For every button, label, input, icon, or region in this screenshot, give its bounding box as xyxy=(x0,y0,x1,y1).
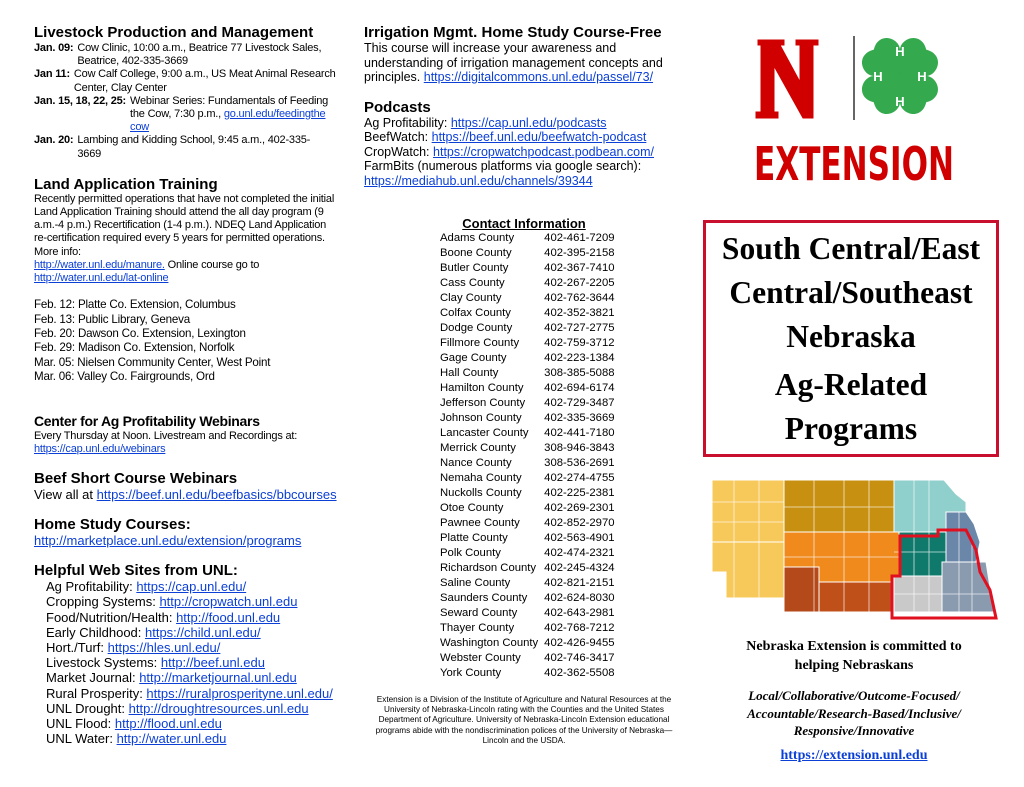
irrigation-link[interactable]: https://digitalcommons.unl.edu/passel/73/ xyxy=(423,70,654,84)
date-item: Mar. 06: Valley Co. Fairgrounds, Ord xyxy=(34,370,215,384)
home-study-heading: Home Study Courses: xyxy=(34,516,191,534)
county-name: Gage County xyxy=(440,352,507,364)
table-row xyxy=(440,306,615,321)
title-line: Central/Southeast xyxy=(729,275,973,310)
lat-online-link[interactable]: http://water.unl.edu/lat-online xyxy=(34,272,169,285)
county-phone: 402-821-2151 xyxy=(544,577,615,589)
profit-body: Every Thursday at Noon. Livestream and Recordings at: https://cap.unl.edu/webinars xyxy=(34,429,298,455)
table-row xyxy=(440,276,615,291)
site-link[interactable]: https://cap.unl.edu/ xyxy=(136,579,247,595)
county-name: Otoe County xyxy=(440,502,504,514)
site-link[interactable]: http://beef.unl.edu xyxy=(160,655,265,671)
table-row xyxy=(440,486,615,501)
county-phone: 402-352-3821 xyxy=(544,307,615,319)
county-phone: 308-385-5088 xyxy=(544,367,615,379)
site-link[interactable]: http://food.unl.edu xyxy=(176,609,281,625)
county-phone: 402-225-2381 xyxy=(544,487,615,499)
county-phone: 402-441-7180 xyxy=(544,427,615,439)
list-item: UNL Drought: http://droughtresources.unl.edu xyxy=(46,700,309,716)
svg-text:H: H xyxy=(917,69,927,84)
county-phone: 402-768-7212 xyxy=(544,622,615,634)
table-row xyxy=(440,546,615,561)
event-item: Jan 11: Cow Calf College, 9:00 a.m., US Meat Animal Research Center, Clay Center xyxy=(34,68,336,94)
table-row xyxy=(440,516,615,531)
site-link[interactable]: http://droughtresources.unl.edu xyxy=(128,700,309,716)
county-name: Platte County xyxy=(440,532,508,544)
table-row xyxy=(440,336,615,351)
list-item: Rural Prosperity: https://ruralprosperityne.unl.edu/ xyxy=(46,685,333,701)
county-name: Saunders County xyxy=(440,592,528,604)
site-link[interactable]: http://flood.unl.edu xyxy=(114,715,222,731)
marketplace-link[interactable]: http://marketplace.unl.edu/extension/programs xyxy=(34,533,302,549)
list-item: FarmBits (numerous platforms via google search): xyxy=(364,159,642,173)
beef-heading: Beef Short Course Webinars xyxy=(34,470,238,488)
table-row xyxy=(440,396,615,411)
table-row xyxy=(440,621,615,636)
land-heading: Land Application Training xyxy=(34,175,218,193)
county-name: Washington County xyxy=(440,637,539,649)
table-row xyxy=(440,381,615,396)
profit-heading: Center for Ag Profitability Webinars xyxy=(34,412,260,429)
county-phone: 402-223-1384 xyxy=(544,352,615,364)
n-logo-icon xyxy=(756,40,818,118)
sites-list xyxy=(34,579,352,746)
county-name: Polk County xyxy=(440,547,501,559)
list-item: Early Childhood: https://child.unl.edu/ xyxy=(46,624,261,640)
list-item: Livestock Systems: http://beef.unl.edu xyxy=(46,655,265,671)
county-phone: 308-536-2691 xyxy=(544,457,615,469)
extension-wordmark: EXTENSION xyxy=(754,137,954,191)
county-name: Fillmore County xyxy=(440,337,520,349)
site-link[interactable]: https://ruralprosperityne.unl.edu/ xyxy=(146,685,333,701)
county-phone: 402-727-2775 xyxy=(544,322,615,334)
county-name: Pawnee County xyxy=(440,517,520,529)
county-phone: 402-395-2158 xyxy=(544,247,615,259)
site-link[interactable]: https://child.unl.edu/ xyxy=(145,624,261,640)
list-item: UNL Flood: http://flood.unl.edu xyxy=(46,715,222,731)
county-phone: 402-624-8030 xyxy=(544,592,615,604)
county-name: Saline County xyxy=(440,577,511,589)
site-link[interactable]: http://marketjournal.unl.edu xyxy=(139,670,297,686)
county-name: York County xyxy=(440,667,502,679)
county-name: Clay County xyxy=(440,292,502,304)
title-line: Nebraska xyxy=(786,319,916,354)
list-item: UNL Water: http://water.unl.edu xyxy=(46,731,227,747)
county-name: Jefferson County xyxy=(440,397,526,409)
podcasts-heading: Podcasts xyxy=(364,98,431,116)
county-name: Thayer County xyxy=(440,622,515,634)
table-row xyxy=(440,651,615,666)
county-phone: 402-274-4755 xyxy=(544,472,615,484)
date-item: Feb. 12: Platte Co. Extension, Columbus xyxy=(34,298,236,312)
table-row xyxy=(440,411,615,426)
nebraska-map xyxy=(704,472,1004,622)
date-item: Feb. 29: Madison Co. Extension, Norfolk xyxy=(34,341,235,355)
county-phone: 402-643-2981 xyxy=(544,607,615,619)
table-row xyxy=(440,246,615,261)
county-phone: 402-694-6174 xyxy=(544,382,615,394)
county-name: Dodge County xyxy=(440,322,513,334)
land-dates xyxy=(34,298,352,384)
county-phone: 402-762-3644 xyxy=(544,292,615,304)
county-phone: 402-729-3487 xyxy=(544,397,615,409)
county-phone: 402-267-2205 xyxy=(544,277,615,289)
table-row xyxy=(440,291,615,306)
table-row xyxy=(440,456,615,471)
list-item: Ag Profitability: https://cap.unl.edu/ xyxy=(46,579,247,595)
list-item: BeefWatch: https://beef.unl.edu/beefwatch-podcast xyxy=(364,130,647,144)
table-row xyxy=(440,591,615,606)
county-phone: 402-563-4901 xyxy=(544,532,615,544)
irrigation-heading: Irrigation Mgmt. Home Study Course-Free xyxy=(364,24,662,41)
podcast-link[interactable]: https://cropwatchpodcast.podbean.com/ xyxy=(433,144,654,159)
table-row xyxy=(440,576,615,591)
county-phone: 402-362-5508 xyxy=(544,667,615,679)
county-name: Lancaster County xyxy=(440,427,529,439)
table-row xyxy=(440,366,615,381)
title-line: Ag-Related xyxy=(774,367,928,402)
svg-text:H: H xyxy=(895,94,905,109)
table-row xyxy=(440,561,615,576)
table-row xyxy=(440,231,615,246)
county-phone: 402-269-2301 xyxy=(544,502,615,514)
podcasts-list xyxy=(364,116,684,189)
county-name: Boone County xyxy=(440,247,512,259)
county-name: Butler County xyxy=(440,262,509,274)
county-phone: 402-335-3669 xyxy=(544,412,615,424)
county-phone: 402-245-4324 xyxy=(544,562,615,574)
list-item: Ag Profitability: https://cap.unl.edu/podcasts xyxy=(364,115,607,130)
county-phone: 402-746-3417 xyxy=(544,652,615,664)
county-name: Hamilton County xyxy=(440,382,524,394)
home-study-body xyxy=(34,533,352,548)
county-phone: 308-946-3843 xyxy=(544,442,615,454)
livestock-heading: Livestock Production and Management xyxy=(34,24,314,41)
livestock-events xyxy=(34,42,352,161)
table-row xyxy=(440,606,615,621)
date-item: Mar. 05: Nielsen Community Center, West Point xyxy=(34,355,271,369)
date-item: Feb. 20: Dawson Co. Extension, Lexington xyxy=(34,327,246,341)
land-body: Recently permitted operations that have not completed the initial Land Application Training should attend the all day program (9 a.m.-4 p.m.) Recertification (1-4 p.m.). NDEQ Land Application re-certification required every 5 years for permitted operations. More info: http://water.unl.edu/manure. Online course go to http://water.unl.edu/lat-online xyxy=(34,192,335,285)
sites-heading: Helpful Web Sites from UNL: xyxy=(34,562,238,580)
table-row xyxy=(440,351,615,366)
list-item: Market Journal: http://marketjournal.unl.edu xyxy=(46,670,297,686)
mediahub-link[interactable]: https://mediahub.unl.edu/channels/39344 xyxy=(364,173,593,188)
county-phone: 402-461-7209 xyxy=(544,232,615,244)
site-link[interactable]: http://cropwatch.unl.edu xyxy=(159,594,298,610)
list-item: Food/Nutrition/Health: http://food.unl.edu xyxy=(46,609,281,625)
bbcourses-link[interactable]: https://beef.unl.edu/beefbasics/bbcourses xyxy=(96,487,337,503)
commitment-text: Nebraska Extension is committed to helping Nebraskans xyxy=(746,639,962,673)
manure-link[interactable]: http://water.unl.edu/manure. xyxy=(34,258,165,271)
title-box xyxy=(703,220,999,457)
county-phone: 402-474-2321 xyxy=(544,547,615,559)
title-line: Programs xyxy=(784,411,918,446)
county-name: Nemaha County xyxy=(440,472,522,484)
title-line: South Central/East xyxy=(721,231,981,266)
table-row xyxy=(440,636,615,651)
contact-heading: Contact Information xyxy=(462,216,586,231)
table-row xyxy=(440,321,615,336)
table-row xyxy=(440,471,615,486)
table-row xyxy=(440,501,615,516)
county-name: Seward County xyxy=(440,607,518,619)
feedingthecow-link[interactable]: go.unl.edu/feedingthecow xyxy=(130,108,326,134)
table-row xyxy=(440,666,615,681)
beef-body: View all at https://beef.unl.edu/beefbasics/bbcourses xyxy=(34,487,337,503)
county-name: Hall County xyxy=(440,367,499,379)
extension-url-link[interactable]: https://extension.unl.edu xyxy=(780,747,928,763)
county-name: Richardson County xyxy=(440,562,537,574)
county-phone: 402-367-7410 xyxy=(544,262,615,274)
table-row xyxy=(440,426,615,441)
contact-table xyxy=(440,231,615,681)
table-row xyxy=(440,441,615,456)
commitment-block xyxy=(706,637,1002,764)
middle-column xyxy=(364,24,684,746)
county-name: Adams County xyxy=(440,232,515,244)
svg-text:H: H xyxy=(873,69,883,84)
county-name: Merrick County xyxy=(440,442,516,454)
county-phone: 402-759-3712 xyxy=(544,337,615,349)
event-item: Jan. 20: Lambing and Kidding School, 9:45 a.m., 402-335-3669 xyxy=(34,134,311,160)
irrigation-body: This course will increase your awareness and understanding of irrigation management concepts and principles. https://digitalcommons.unl.edu/passel/73/ xyxy=(364,41,663,84)
site-link[interactable]: https://hles.unl.edu/ xyxy=(107,639,221,655)
podcast-link[interactable]: https://beef.unl.edu/beefwatch-podcast xyxy=(431,130,647,144)
values-text: Local/Collaborative/Outcome-Focused/ Accountable/Research-Based/Inclusive/ Responsive/Innovative xyxy=(747,688,961,738)
county-name: Nance County xyxy=(440,457,512,469)
podcast-link[interactable]: https://cap.unl.edu/podcasts xyxy=(450,115,607,130)
event-item: Jan. 15, 18, 22, 25: Webinar Series: Fundamentals of Feeding the Cow, 7:30 p.m., go.unl.edu/feedingthecow xyxy=(34,94,329,134)
list-item: Hort./Turf: https://hles.unl.edu/ xyxy=(46,639,221,655)
county-name: Colfax County xyxy=(440,307,511,319)
county-name: Webster County xyxy=(440,652,521,664)
county-name: Cass County xyxy=(440,277,505,289)
county-name: Johnson County xyxy=(440,412,522,424)
date-item: Feb. 13: Public Library, Geneva xyxy=(34,312,190,326)
svg-text:H: H xyxy=(895,44,905,59)
left-column xyxy=(34,24,352,746)
webinars-link[interactable]: https://cap.unl.edu/webinars xyxy=(34,442,166,455)
list-item: Cropping Systems: http://cropwatch.unl.edu xyxy=(46,594,298,610)
table-row xyxy=(440,261,615,276)
table-row xyxy=(440,531,615,546)
event-item: Jan. 09: Cow Clinic, 10:00 a.m., Beatrice 77 Livestock Sales, Beatrice, 402-335-3669 xyxy=(34,42,322,68)
list-item: CropWatch: https://cropwatchpodcast.podbean.com/ xyxy=(364,144,654,159)
county-phone: 402-852-2970 xyxy=(544,517,615,529)
site-link[interactable]: http://water.unl.edu xyxy=(116,731,227,747)
disclaimer: Extension is a Division of the Institute of Agriculture and Natural Resources at the University of Nebraska-Lincoln rating with the Counties and the United States Department of Agriculture. University of Nebraska-Lincoln Extension educational programs abide with the nondiscrimination polices of the University of Nebraska—Lincoln and the USDA. xyxy=(375,695,673,745)
list-item xyxy=(364,174,684,189)
extension-logo xyxy=(700,0,1024,200)
county-name: Nuckolls County xyxy=(440,487,522,499)
county-phone: 402-426-9455 xyxy=(544,637,615,649)
